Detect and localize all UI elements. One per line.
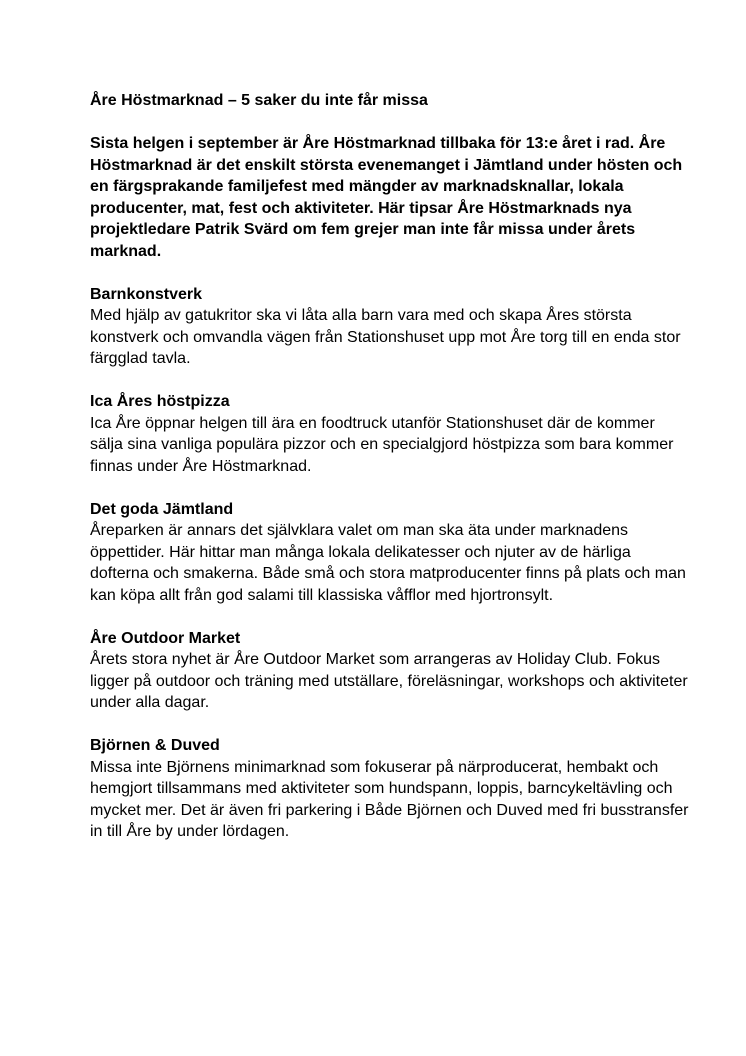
section-body: Åreparken är annars det självklara valet om man ska äta under marknadens öppettider. Här hittar man många lokala delikatesser och njuter av de härliga dofterna och smakerna. Både små och stora matproducenter finns på plats och man kan köpa allt från god salami till klassiska våfflor med hjortronsylt. bbox=[90, 522, 686, 604]
section-heading: Björnen & Duved bbox=[90, 737, 220, 754]
section-heading: Åre Outdoor Market bbox=[90, 629, 241, 647]
section-body: Med hjälp av gatukritor ska vi låta alla barn vara med och skapa Åres största konstverk och omvandla vägen från Stationshuset upp mot Åre torg till en enda stor färgglad tavla. bbox=[90, 307, 681, 367]
section-ica-ares-hostpizza bbox=[90, 391, 690, 477]
section-heading: Ica Åres höstpizza bbox=[90, 393, 230, 410]
section-bjornen-duved bbox=[90, 735, 690, 843]
section-heading: Det goda Jämtland bbox=[90, 500, 234, 518]
document-page bbox=[90, 90, 690, 864]
section-body: Missa inte Björnens minimarknad som fokuserar på närproducerat, hembakt och hemgjort tillsammans med aktiviteter som hundspann, loppis, barncykeltävling och mycket mer. Det är även fri parkering i Både Björnen och Duved med fri busstransfer in till Åre by under lördagen. bbox=[90, 758, 689, 840]
section-det-goda-jamtland bbox=[90, 499, 690, 607]
section-heading: Barnkonstverk bbox=[90, 285, 203, 303]
section-are-outdoor-market bbox=[90, 628, 690, 714]
document-title: Åre Höstmarknad – 5 saker du inte får missa bbox=[90, 92, 428, 109]
section-barnkonstverk bbox=[90, 284, 690, 370]
section-body: Ica Åre öppnar helgen till ära en foodtruck utanför Stationshuset där de kommer sälja sina vanliga populära pizzor och en specialgjord höstpizza som bara kommer finnas under Åre Höstmarknad. bbox=[90, 414, 674, 475]
document-lead: Sista helgen i september är Åre Höstmarknad tillbaka för 13:e året i rad. Åre Höstmarknad är det enskilt största evenemanget i Jämtland under hösten och en färgsprakande familjefest med mängder av marknadsknallar, lokala producenter, mat, fest och aktiviteter. Här tipsar Åre Höstmarknads nya projektledare Patrik Svärd om fem grejer man inte får missa under årets marknad. bbox=[90, 135, 683, 260]
section-body: Årets stora nyhet är Åre Outdoor Market som arrangeras av Holiday Club. Fokus ligger på outdoor och träning med utställare, föreläsningar, workshops och aktiviteter under alla dagar. bbox=[90, 651, 688, 711]
